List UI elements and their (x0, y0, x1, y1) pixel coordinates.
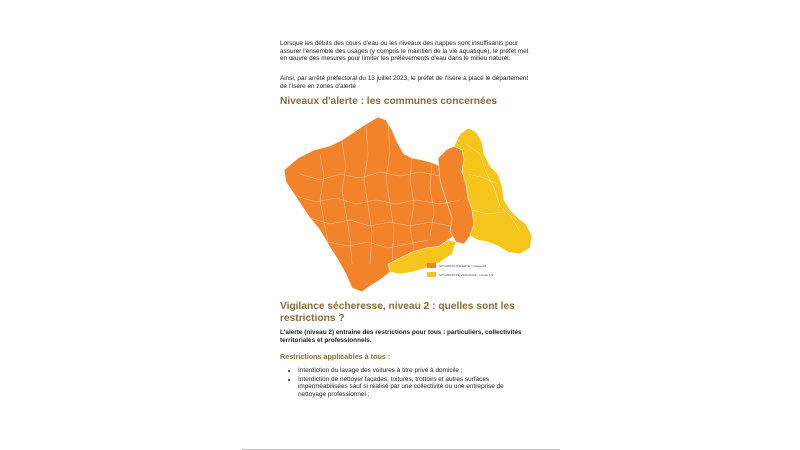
isere-alert-map (280, 114, 536, 294)
restriction-item: • Interdiction de nettoyer façades, toitures, trottoirs et autres surfaces imperméabilisées sauf si réalisé par une collectivité ou une entreprise de nettoyage professionnel ; (298, 376, 530, 399)
restrictions-intro: L'alerte (niveau 2) entraîne des restrictions pour tous : particuliers, collectivités territoriales et professionnels. (280, 329, 522, 344)
legend-vigilance (427, 272, 493, 277)
section-title-restrictions: Vigilance sécheresse, niveau 2 : quelles sont les restrictions ? (280, 301, 515, 325)
intro-paragraph-2: Ainsi, par arrêté préfectoral du 13 juillet 2023, le préfet de l'Isère a placé le département de l'Isère en zones d'alerte (280, 75, 529, 90)
intro-paragraph-1: Lorsque les débits des cours d'eau ou les niveaux des nappes sont insuffisants pour assurer l'ensemble des usages (y compris le maintien de la vie aquatique), le préfet met en œuvre des mesures pour limiter les prélèvements d'eau dans le milieu naturel. (280, 40, 529, 63)
restriction-item: • Interdiction du lavage des voitures à titre privé à domicile ; (298, 367, 530, 375)
section-title-alert-levels: Niveaux d'alerte : les communes concernées (280, 96, 498, 107)
legend-vigilance-swatch (427, 272, 436, 277)
restrictions-subtitle: Restrictions applicables à tous : (280, 352, 391, 361)
legend-alert-label: SITUATION D'ALERTE · niveau 2/4 (439, 263, 487, 268)
legend-alert (427, 263, 486, 268)
legend-vigilance-label: SITUATION DE VIGILANCE · niveau 1/4 (439, 272, 494, 277)
legend-alert-swatch (427, 263, 436, 268)
restrictions-list (290, 367, 530, 399)
